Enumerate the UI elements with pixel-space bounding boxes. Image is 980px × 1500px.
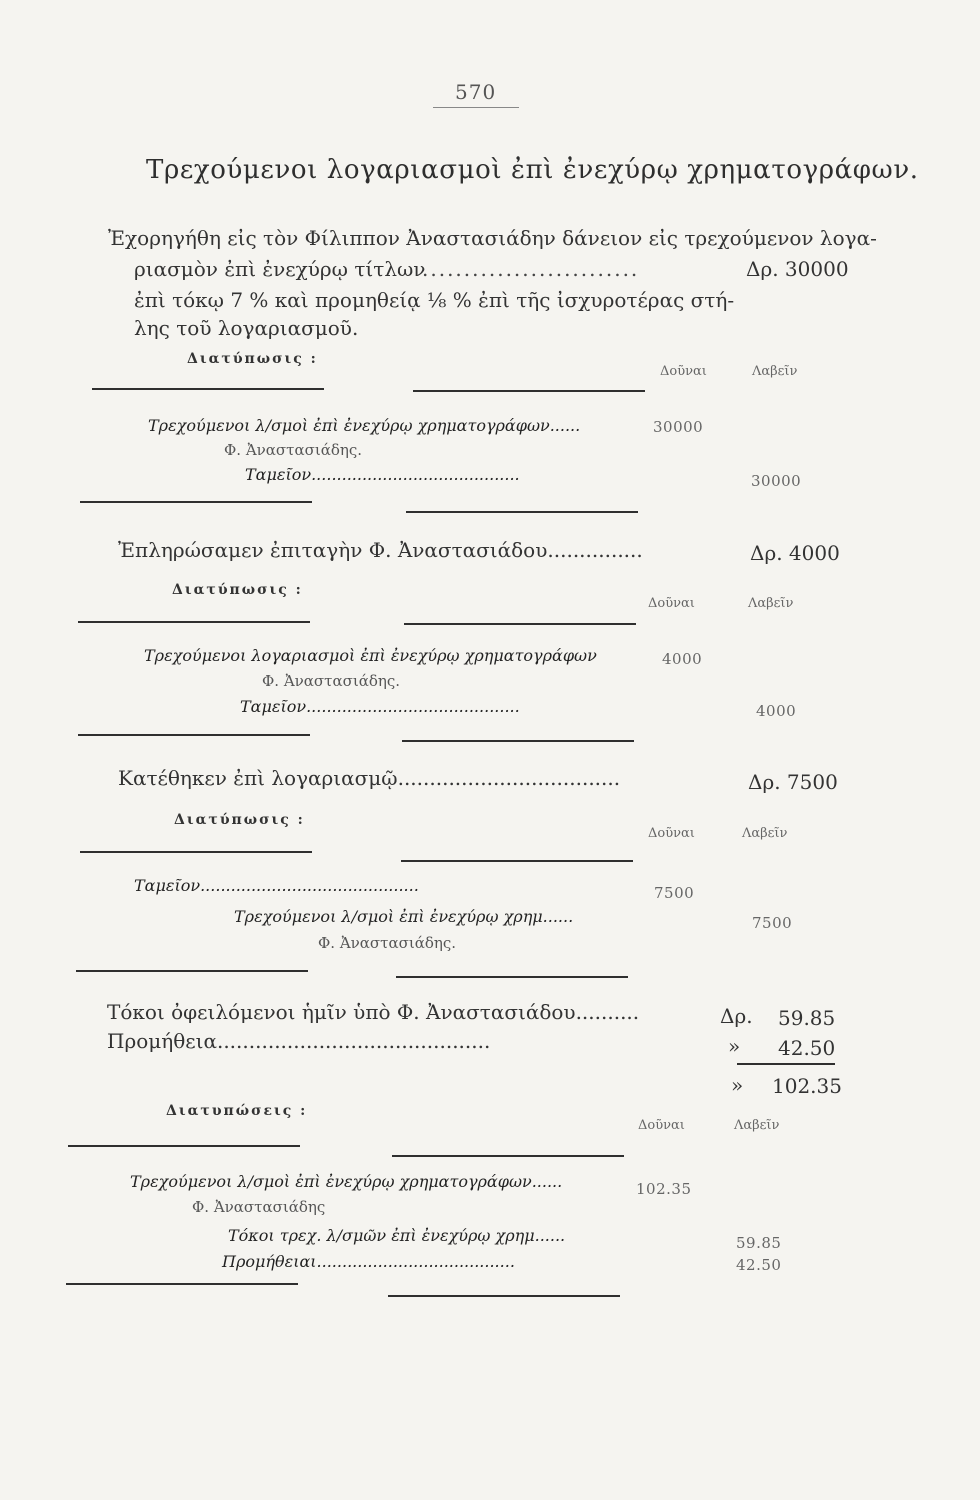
commission-text: Προμήθεια........................................... — [107, 1029, 491, 1053]
entry4-client-name: Φ. Ἀναστασιάδης — [192, 1198, 326, 1216]
rule-1a — [92, 388, 324, 390]
entry3-client-name: Φ. Ἀναστασιάδης. — [318, 934, 457, 952]
page-number: 570 — [455, 80, 497, 104]
entry1-debit-amount: 30000 — [653, 418, 704, 436]
credit-header-4: Λαβεῖν — [734, 1118, 780, 1133]
rule-8b — [388, 1295, 620, 1297]
debit-header-4: Δοῦναι — [638, 1118, 685, 1133]
entry4-credit-amount-2: 42.50 — [736, 1256, 782, 1274]
rule-2a — [80, 501, 312, 503]
entry4-debit-amount: 102.35 — [636, 1180, 692, 1198]
debit-header-1: Δοῦναι — [660, 364, 707, 379]
intro-line-1: Ἐχορηγήθη εἰς τὸν Φίλιππον Ἀναστασιάδην δάνειον εἰς τρεχούμενον λογα- — [108, 226, 877, 250]
section-heading-2: Διατύπωσις : — [172, 582, 303, 598]
entry4-debit-account: Τρεχούμενοι λ/σμοὶ ἐπὶ ἐνεχύρῳ χρηματογράφων...... — [130, 1172, 563, 1191]
paid-cheque-text: Ἐπληρώσαμεν ἐπιταγὴν Φ. Ἀναστασιάδου............... — [118, 538, 643, 562]
entry2-credit-amount: 4000 — [756, 702, 797, 720]
interest-currency: Δρ. — [720, 1004, 753, 1028]
rule-3a — [78, 621, 310, 623]
total-currency: » — [731, 1073, 744, 1097]
section-heading-3: Διατύπωσις : — [174, 812, 305, 828]
intro-line-2-leaders: .......................... — [422, 257, 640, 281]
entry4-credit-account-2: Προμήθειαι....................................... — [222, 1252, 515, 1271]
page-number-underline — [433, 107, 519, 108]
entry4-credit-amount-1: 59.85 — [736, 1234, 782, 1252]
rule-2b — [406, 511, 638, 513]
entry1-credit-account: Ταμεῖον......................................... — [245, 465, 520, 484]
entry3-debit-amount: 7500 — [654, 884, 695, 902]
entry3-credit-account: Τρεχούμενοι λ/σμοὶ ἐπὶ ἐνεχύρῳ χρημ...... — [234, 907, 574, 926]
rule-6b — [396, 976, 628, 978]
sum-rule — [737, 1063, 835, 1065]
rule-6a — [76, 970, 308, 972]
entry3-credit-amount: 7500 — [752, 914, 793, 932]
intro-line-3: ἐπὶ τόκῳ 7 % καὶ προμηθείᾳ ⅛ % ἐπὶ τῆς ἰσχυροτέρας στή- — [134, 288, 735, 312]
credit-header-1: Λαβεῖν — [752, 364, 798, 379]
total-amount: 102.35 — [772, 1074, 842, 1098]
rule-5a — [80, 851, 312, 853]
intro-line-4: λης τοῦ λογαριασμοῦ. — [134, 316, 359, 340]
rule-4b — [402, 740, 634, 742]
entry2-debit-account: Τρεχούμενοι λογαριασμοὶ ἐπὶ ἐνεχύρῳ χρηματογράφων — [144, 646, 597, 665]
rule-8a — [66, 1283, 298, 1285]
intro-line-2-amount: Δρ. 30000 — [746, 257, 849, 281]
credit-header-3: Λαβεῖν — [742, 826, 788, 841]
entry2-debit-amount: 4000 — [662, 650, 703, 668]
entry1-debit-account: Τρεχούμενοι λ/σμοὶ ἐπὶ ἐνεχύρῳ χρηματογράφων...... — [148, 416, 581, 435]
rule-5b — [401, 860, 633, 862]
rule-1b — [413, 390, 645, 392]
rule-7b — [392, 1155, 624, 1157]
intro-line-2-text: ριασμὸν ἐπὶ ἐνεχύρῳ τίτλων — [134, 257, 426, 281]
deposit-text: Κατέθηκεν ἐπὶ λογαριασμῷ................................... — [118, 766, 621, 790]
paid-cheque-amount: Δρ. 4000 — [750, 541, 840, 565]
page-title: Τρεχούμενοι λογαριασμοὶ ἐπὶ ἐνεχύρῳ χρηματογράφων. — [146, 155, 919, 185]
entry1-credit-amount: 30000 — [751, 472, 802, 490]
interest-text: Τόκοι ὀφειλόμενοι ἡμῖν ὑπὸ Φ. Ἀναστασιάδου.......... — [107, 1000, 640, 1024]
rule-4a — [78, 734, 310, 736]
entry3-debit-account: Ταμεῖον........................................... — [134, 876, 419, 895]
credit-header-2: Λαβεῖν — [748, 596, 794, 611]
debit-header-3: Δοῦναι — [648, 826, 695, 841]
commission-currency: » — [728, 1034, 741, 1058]
section-heading-1: Διατύπωσις : — [187, 351, 318, 367]
entry4-credit-account-1: Τόκοι τρεχ. λ/σμῶν ἐπὶ ἐνεχύρῳ χρημ...... — [228, 1226, 566, 1245]
interest-amount: 59.85 — [778, 1006, 836, 1030]
entry1-client-name: Φ. Ἀναστασιάδης. — [224, 441, 363, 459]
section-heading-4: Διατυπώσεις : — [166, 1103, 308, 1119]
rule-7a — [68, 1145, 300, 1147]
entry2-client-name: Φ. Ἀναστασιάδης. — [262, 672, 401, 690]
debit-header-2: Δοῦναι — [648, 596, 695, 611]
commission-amount: 42.50 — [778, 1036, 836, 1060]
deposit-amount: Δρ. 7500 — [748, 770, 838, 794]
rule-3b — [404, 623, 636, 625]
entry2-credit-account: Ταμεῖον.......................................... — [240, 697, 520, 716]
